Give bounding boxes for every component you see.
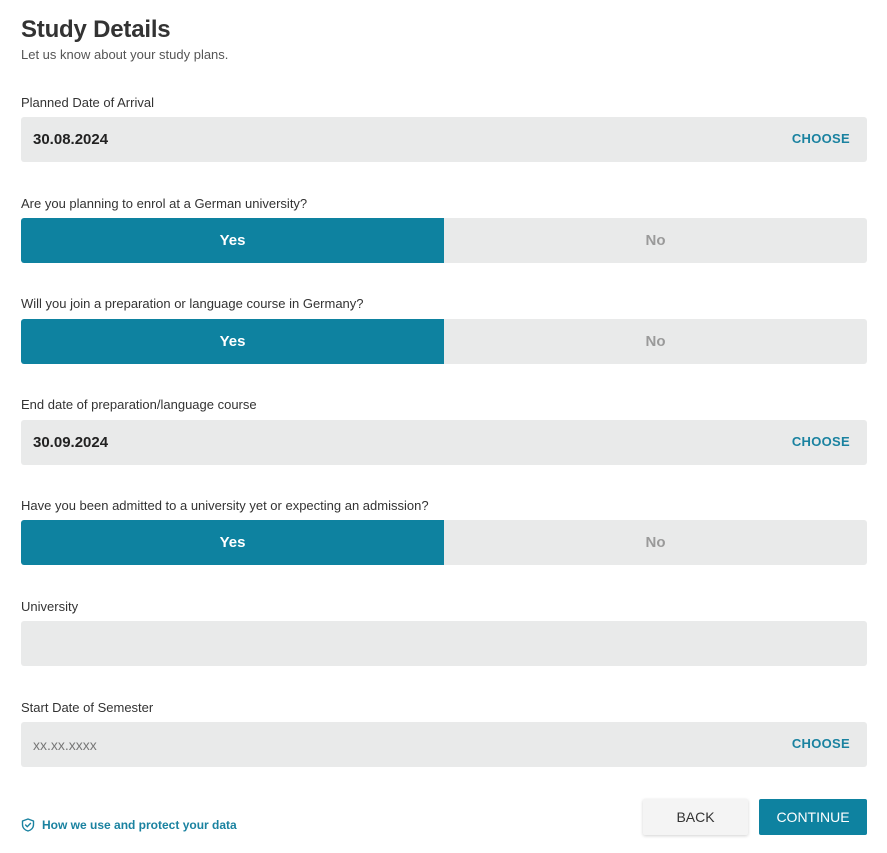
university-label: University xyxy=(21,599,79,614)
admitted-toggle xyxy=(21,520,867,565)
semester-start-field[interactable] xyxy=(21,722,867,767)
prep-course-yes-button[interactable]: Yes xyxy=(21,319,444,364)
enrol-no-button[interactable]: No xyxy=(444,218,867,263)
enrol-toggle xyxy=(21,218,867,263)
privacy-link-label: How we use and protect your data xyxy=(42,818,237,832)
back-button[interactable]: BACK xyxy=(643,799,748,835)
admitted-yes-button[interactable]: Yes xyxy=(21,520,444,565)
continue-button[interactable]: CONTINUE xyxy=(759,799,867,835)
prep-end-date-label: End date of preparation/language course xyxy=(21,397,257,412)
semester-start-placeholder: xx.xx.xxxx xyxy=(33,737,97,753)
arrival-date-field[interactable] xyxy=(21,117,867,162)
prep-course-no-button[interactable]: No xyxy=(444,319,867,364)
arrival-date-choose-link[interactable]: CHOOSE xyxy=(791,131,850,146)
prep-end-date-field[interactable] xyxy=(21,420,867,465)
arrival-date-value: 30.08.2024 xyxy=(33,131,109,148)
admitted-no-button[interactable]: No xyxy=(444,520,867,565)
prep-end-date-value: 30.09.2024 xyxy=(33,434,109,451)
semester-start-choose-link[interactable]: CHOOSE xyxy=(791,736,850,751)
prep-end-date-choose-link[interactable]: CHOOSE xyxy=(791,434,850,449)
prep-course-question-label: Will you join a preparation or language course in Germany? xyxy=(21,296,364,311)
prep-course-toggle xyxy=(21,319,867,364)
semester-start-label: Start Date of Semester xyxy=(21,700,154,715)
arrival-date-label: Planned Date of Arrival xyxy=(21,95,154,110)
privacy-link[interactable] xyxy=(21,818,237,832)
shield-check-icon xyxy=(21,818,35,832)
admitted-question-label: Have you been admitted to a university yet or expecting an admission? xyxy=(21,498,429,513)
page-title: Study Details xyxy=(21,16,171,43)
page-subtitle: Let us know about your study plans. xyxy=(21,47,229,62)
enrol-question-label: Are you planning to enrol at a German university? xyxy=(21,196,308,211)
enrol-yes-button[interactable]: Yes xyxy=(21,218,444,263)
university-input[interactable] xyxy=(21,621,867,666)
